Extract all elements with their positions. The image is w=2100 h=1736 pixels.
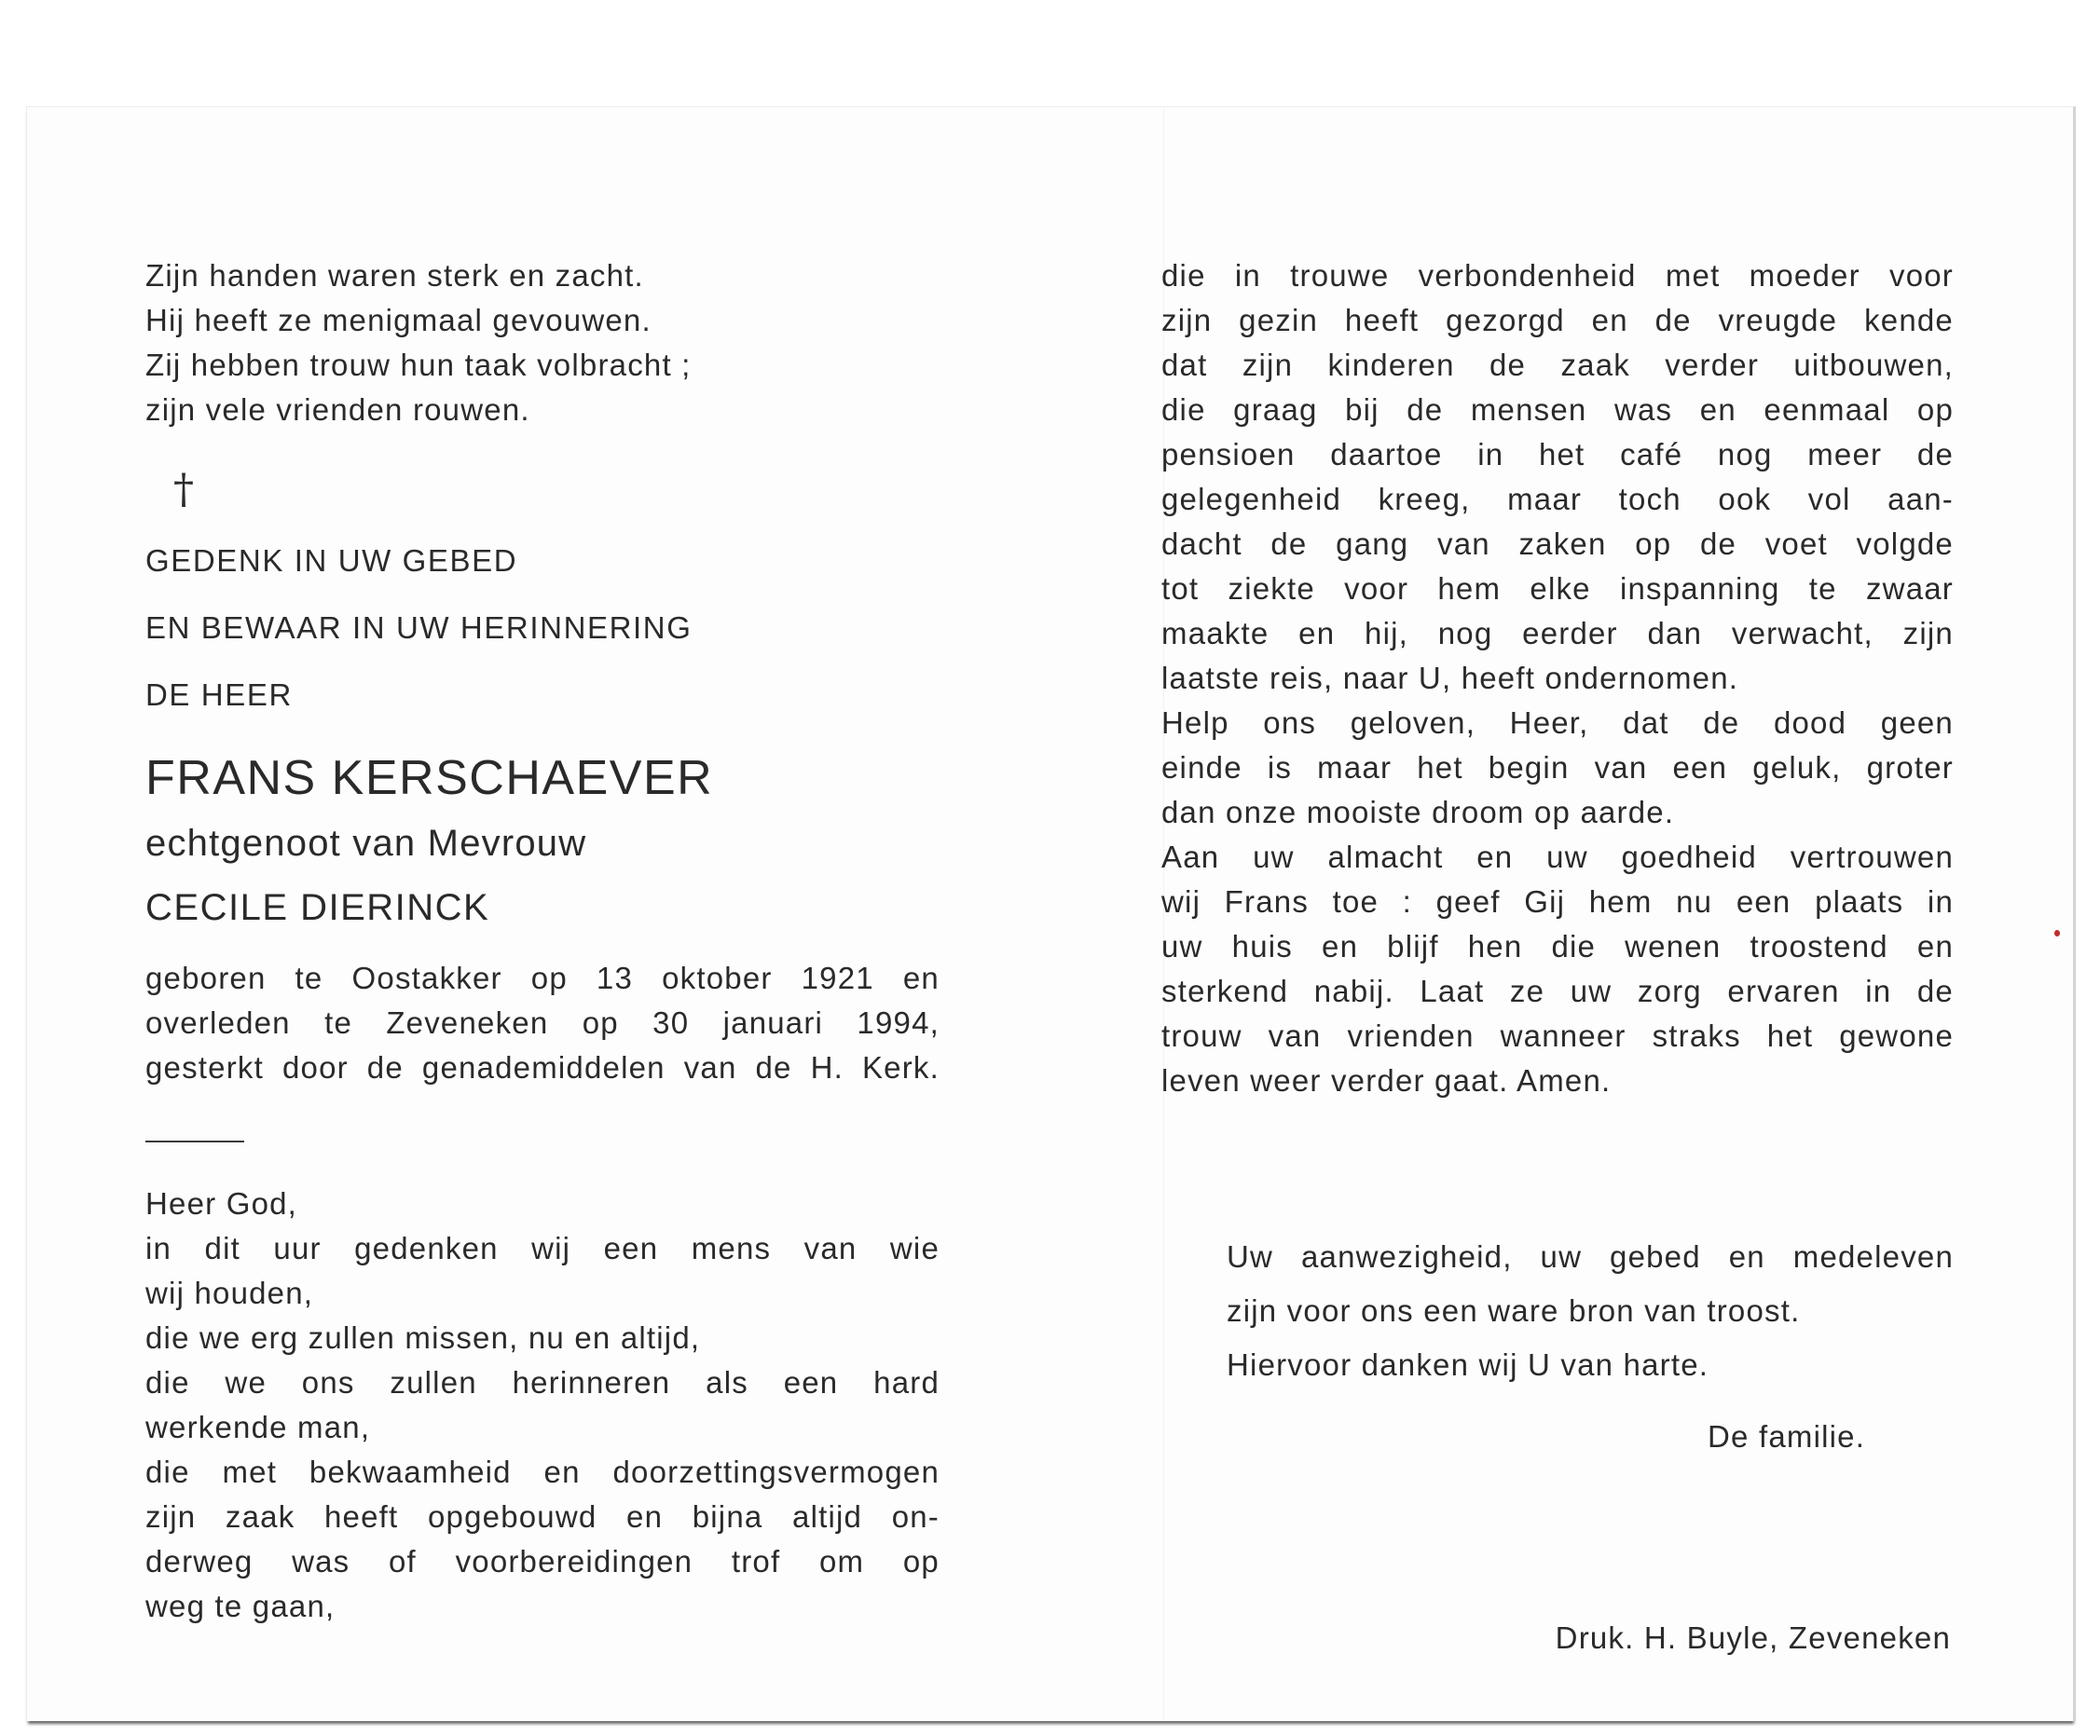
- prayer-line: Aan uw almacht en uw goedheid vertrouwen: [1161, 840, 1954, 874]
- thanks-line: Uw aanwezigheid, uw gebed en medeleven: [1227, 1239, 1954, 1274]
- ink-speck: [2054, 930, 2060, 936]
- right-panel: [1161, 253, 1954, 1103]
- deceased-name: FRANS KERSCHAEVER: [145, 751, 714, 805]
- prayer-line: die we ons zullen herinneren als een hard: [145, 1365, 940, 1400]
- prayer-line: die in trouwe verbondenheid met moeder voor: [1161, 258, 1954, 293]
- life-detail-line: geboren te Oostakker op 13 oktober 1921 en: [145, 961, 940, 995]
- prayer-line: einde is maar het begin van een geluk, groter: [1161, 750, 1954, 785]
- prayer-line: uw huis en blijf hen die wenen troostend en: [1161, 929, 1954, 964]
- divider: [145, 1141, 244, 1142]
- family-signature: De familie.: [1708, 1419, 1866, 1454]
- prayer-line: dacht de gang van zaken op de voet volgde: [1161, 526, 1954, 561]
- printer-credit: Druk. H. Buyle, Zeveneken: [1555, 1620, 1951, 1655]
- prayer-line: leven weer verder gaat. Amen.: [1161, 1063, 1612, 1098]
- intro-line: DE HEER: [145, 677, 293, 712]
- prayer-right: [1161, 253, 1954, 1103]
- prayer-line: die we erg zullen missen, nu en altijd,: [145, 1320, 701, 1355]
- thanks-line: Hiervoor danken wij U van harte.: [1227, 1347, 1709, 1382]
- spouse-label: echtgenoot van Mevrouw: [145, 823, 587, 864]
- life-detail-line: overleden te Zeveneken op 30 januari 1994,: [145, 1005, 940, 1040]
- prayer-line: trouw van vrienden wanneer straks het gewone: [1161, 1018, 1954, 1053]
- prayer-line: sterkend nabij. Laat ze uw zorg ervaren in de: [1161, 974, 1954, 1008]
- prayer-line: Help ons geloven, Heer, dat de dood geen: [1161, 705, 1954, 740]
- cross-icon: †: [173, 466, 194, 513]
- poem-line: zijn vele vrienden rouwen.: [145, 392, 530, 427]
- poem-line: Zijn handen waren sterk en zacht.: [145, 258, 644, 293]
- prayer-line: die met bekwaamheid en doorzettingsvermogen: [145, 1455, 940, 1489]
- prayer-line: in dit uur gedenken wij een mens van wie: [145, 1231, 940, 1265]
- spouse-name: CECILE DIERINCK: [145, 887, 490, 928]
- poem-line: Zij hebben trouw hun taak volbracht ;: [145, 348, 692, 382]
- intro-line: EN BEWAAR IN UW HERINNERING: [145, 610, 693, 645]
- prayer-line: pensioen daartoe in het café nog meer de: [1161, 437, 1954, 472]
- prayer-line: derweg was of voorbereidingen trof om op: [145, 1544, 940, 1579]
- prayer-line: laatste reis, naar U, heeft ondernomen.: [1161, 661, 1739, 695]
- prayer-line: gelegenheid kreeg, maar toch ook vol aan-: [1161, 482, 1954, 516]
- prayer-line: dan onze mooiste droom op aarde.: [1161, 795, 1675, 829]
- prayer-line: zijn zaak heeft opgebouwd en bijna altijd on-: [145, 1499, 940, 1534]
- prayer-line: die graag bij de mensen was en eenmaal op: [1161, 392, 1954, 427]
- prayer-left: [145, 1182, 940, 1629]
- prayer-line: werkende man,: [145, 1410, 371, 1444]
- prayer-line: weg te gaan,: [145, 1589, 336, 1623]
- prayer-line: dat zijn kinderen de zaak verder uitbouwen,: [1161, 348, 1954, 382]
- thanks-note: [1227, 1230, 1954, 1392]
- prayer-line: maakte en hij, nog eerder dan verwacht, zijn: [1161, 616, 1954, 650]
- prayer-line: Heer God,: [145, 1186, 298, 1221]
- life-details: [145, 956, 940, 1090]
- poem-line: Hij heeft ze menigmaal gevouwen.: [145, 303, 652, 337]
- left-panel: [145, 253, 940, 1629]
- intro: [145, 527, 940, 729]
- prayer-line: wij Frans toe : geef Gij hem nu een plaats in: [1161, 884, 1954, 919]
- prayer-line: wij houden,: [145, 1276, 314, 1310]
- thanks-line: zijn voor ons een ware bron van troost.: [1227, 1293, 1801, 1328]
- prayer-line: zijn gezin heeft gezorgd en de vreugde kende: [1161, 303, 1954, 337]
- life-detail-line: gesterkt door de genademiddelen van de H. Kerk.: [145, 1050, 940, 1085]
- prayer-line: tot ziekte voor hem elke inspanning te zwaar: [1161, 571, 1954, 606]
- intro-line: GEDENK IN UW GEBED: [145, 543, 518, 578]
- poem: [145, 253, 940, 432]
